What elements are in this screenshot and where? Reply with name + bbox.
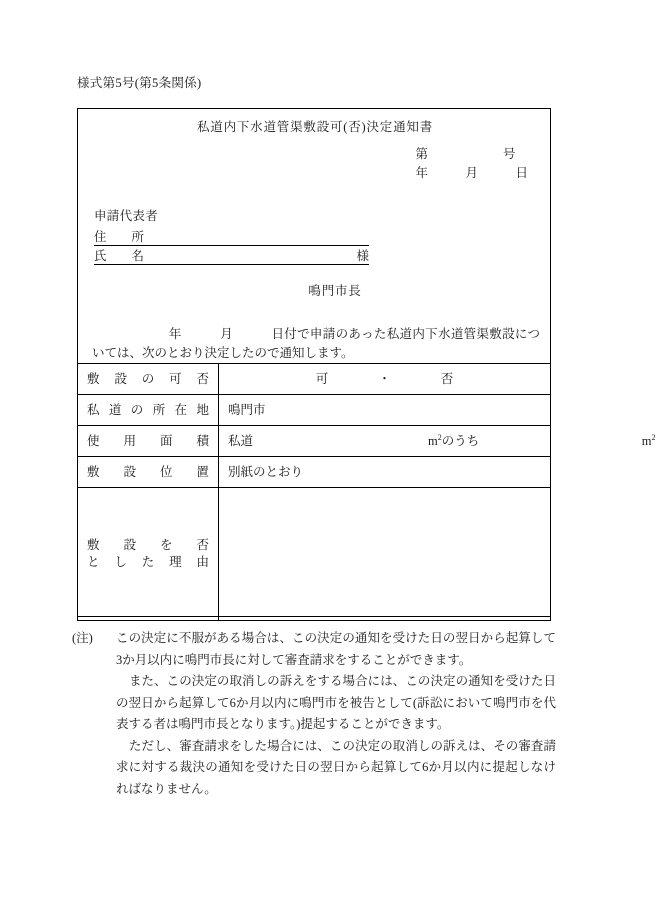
note-paragraph-2: また、この決定の取消しの訴えをする場合には、この決定の通知を受けた日の翌日から起算して6か月以内に鳴門市を被告として(訴訟において鳴門市を代表する者は鳴門市長となります。)提起することができます。 xyxy=(116,674,556,731)
row-value-position[interactable]: 別紙のとおり xyxy=(219,457,551,488)
note-text-1: この決定に不服がある場合は、この決定の通知を受けた日の翌日から起算して3か月以内に鳴門市長に対して審査請求をすることができます。 xyxy=(116,631,556,667)
row-value-approval[interactable]: 可 ・ 否 xyxy=(219,364,551,395)
form-number: 様式第5号(第5条関係) xyxy=(77,76,202,90)
area-unit-2: m xyxy=(641,433,652,448)
row-value-area[interactable] xyxy=(219,426,656,457)
note-paragraph-1 xyxy=(72,628,556,671)
applicant-name-label: 氏 名 xyxy=(94,249,145,263)
row-label-area: 使用面積 xyxy=(78,426,219,457)
row-label-location: 私道の所在地 xyxy=(78,395,219,426)
decision-table xyxy=(77,363,656,621)
area-spacer-1 xyxy=(253,434,428,448)
note-marker: (注) xyxy=(72,631,93,645)
area-unit-sup-1: 2 xyxy=(437,432,442,442)
area-spacer-2 xyxy=(479,434,642,448)
row-value-location[interactable]: 鳴門市 xyxy=(219,395,551,426)
body-statement xyxy=(92,325,540,363)
area-unit-1: m xyxy=(428,433,438,448)
row-label-approval: 敷設の可否 xyxy=(78,364,219,395)
applicant-block xyxy=(94,206,369,265)
applicant-heading: 申請代表者 xyxy=(94,209,159,223)
denial-reason-label-line2: とした理由 xyxy=(87,555,209,569)
table-row xyxy=(78,457,551,488)
body-date-blank: 年 月 日 xyxy=(92,327,285,341)
area-prefix: 私道 xyxy=(228,433,254,448)
document-meta xyxy=(415,145,528,183)
row-value-denial-reason[interactable] xyxy=(219,488,551,621)
document-title: 私道内下水道管渠敷設可(否)決定通知書 xyxy=(196,120,434,134)
area-mid: のうち xyxy=(441,433,480,448)
notes-block xyxy=(72,628,556,800)
row-label-position: 敷設位置 xyxy=(78,457,219,488)
denial-reason-label-line1: 敷設を否 xyxy=(87,538,209,552)
applicant-address-label: 住 所 xyxy=(94,230,145,244)
table-row xyxy=(78,395,551,426)
applicant-address-field[interactable] xyxy=(94,227,369,246)
notice-frame xyxy=(77,108,656,617)
table-row xyxy=(78,426,551,457)
issuer-name: 鳴門市長 xyxy=(308,284,362,298)
document-number-line: 第 号 xyxy=(415,147,516,161)
table-row xyxy=(78,488,551,621)
applicant-name-field[interactable] xyxy=(94,246,369,265)
body-statement-text: 付で申請のあった私道内下水道管渠敷設については、次のとおり決定したので通知します。 xyxy=(92,327,540,360)
table-row xyxy=(78,364,551,395)
note-paragraph-3: ただし、審査請求をした場合には、この決定の取消しの訴えは、その審査請求に対する裁決の通知を受けた日の翌日から起算して6か月以内に提起しなければなりません。 xyxy=(116,738,556,796)
document-date-line: 年 月 日 xyxy=(415,166,528,180)
applicant-name-honorific: 様 xyxy=(356,249,369,263)
area-unit-sup-2: 2 xyxy=(651,432,656,442)
row-label-denial-reason xyxy=(78,488,219,621)
